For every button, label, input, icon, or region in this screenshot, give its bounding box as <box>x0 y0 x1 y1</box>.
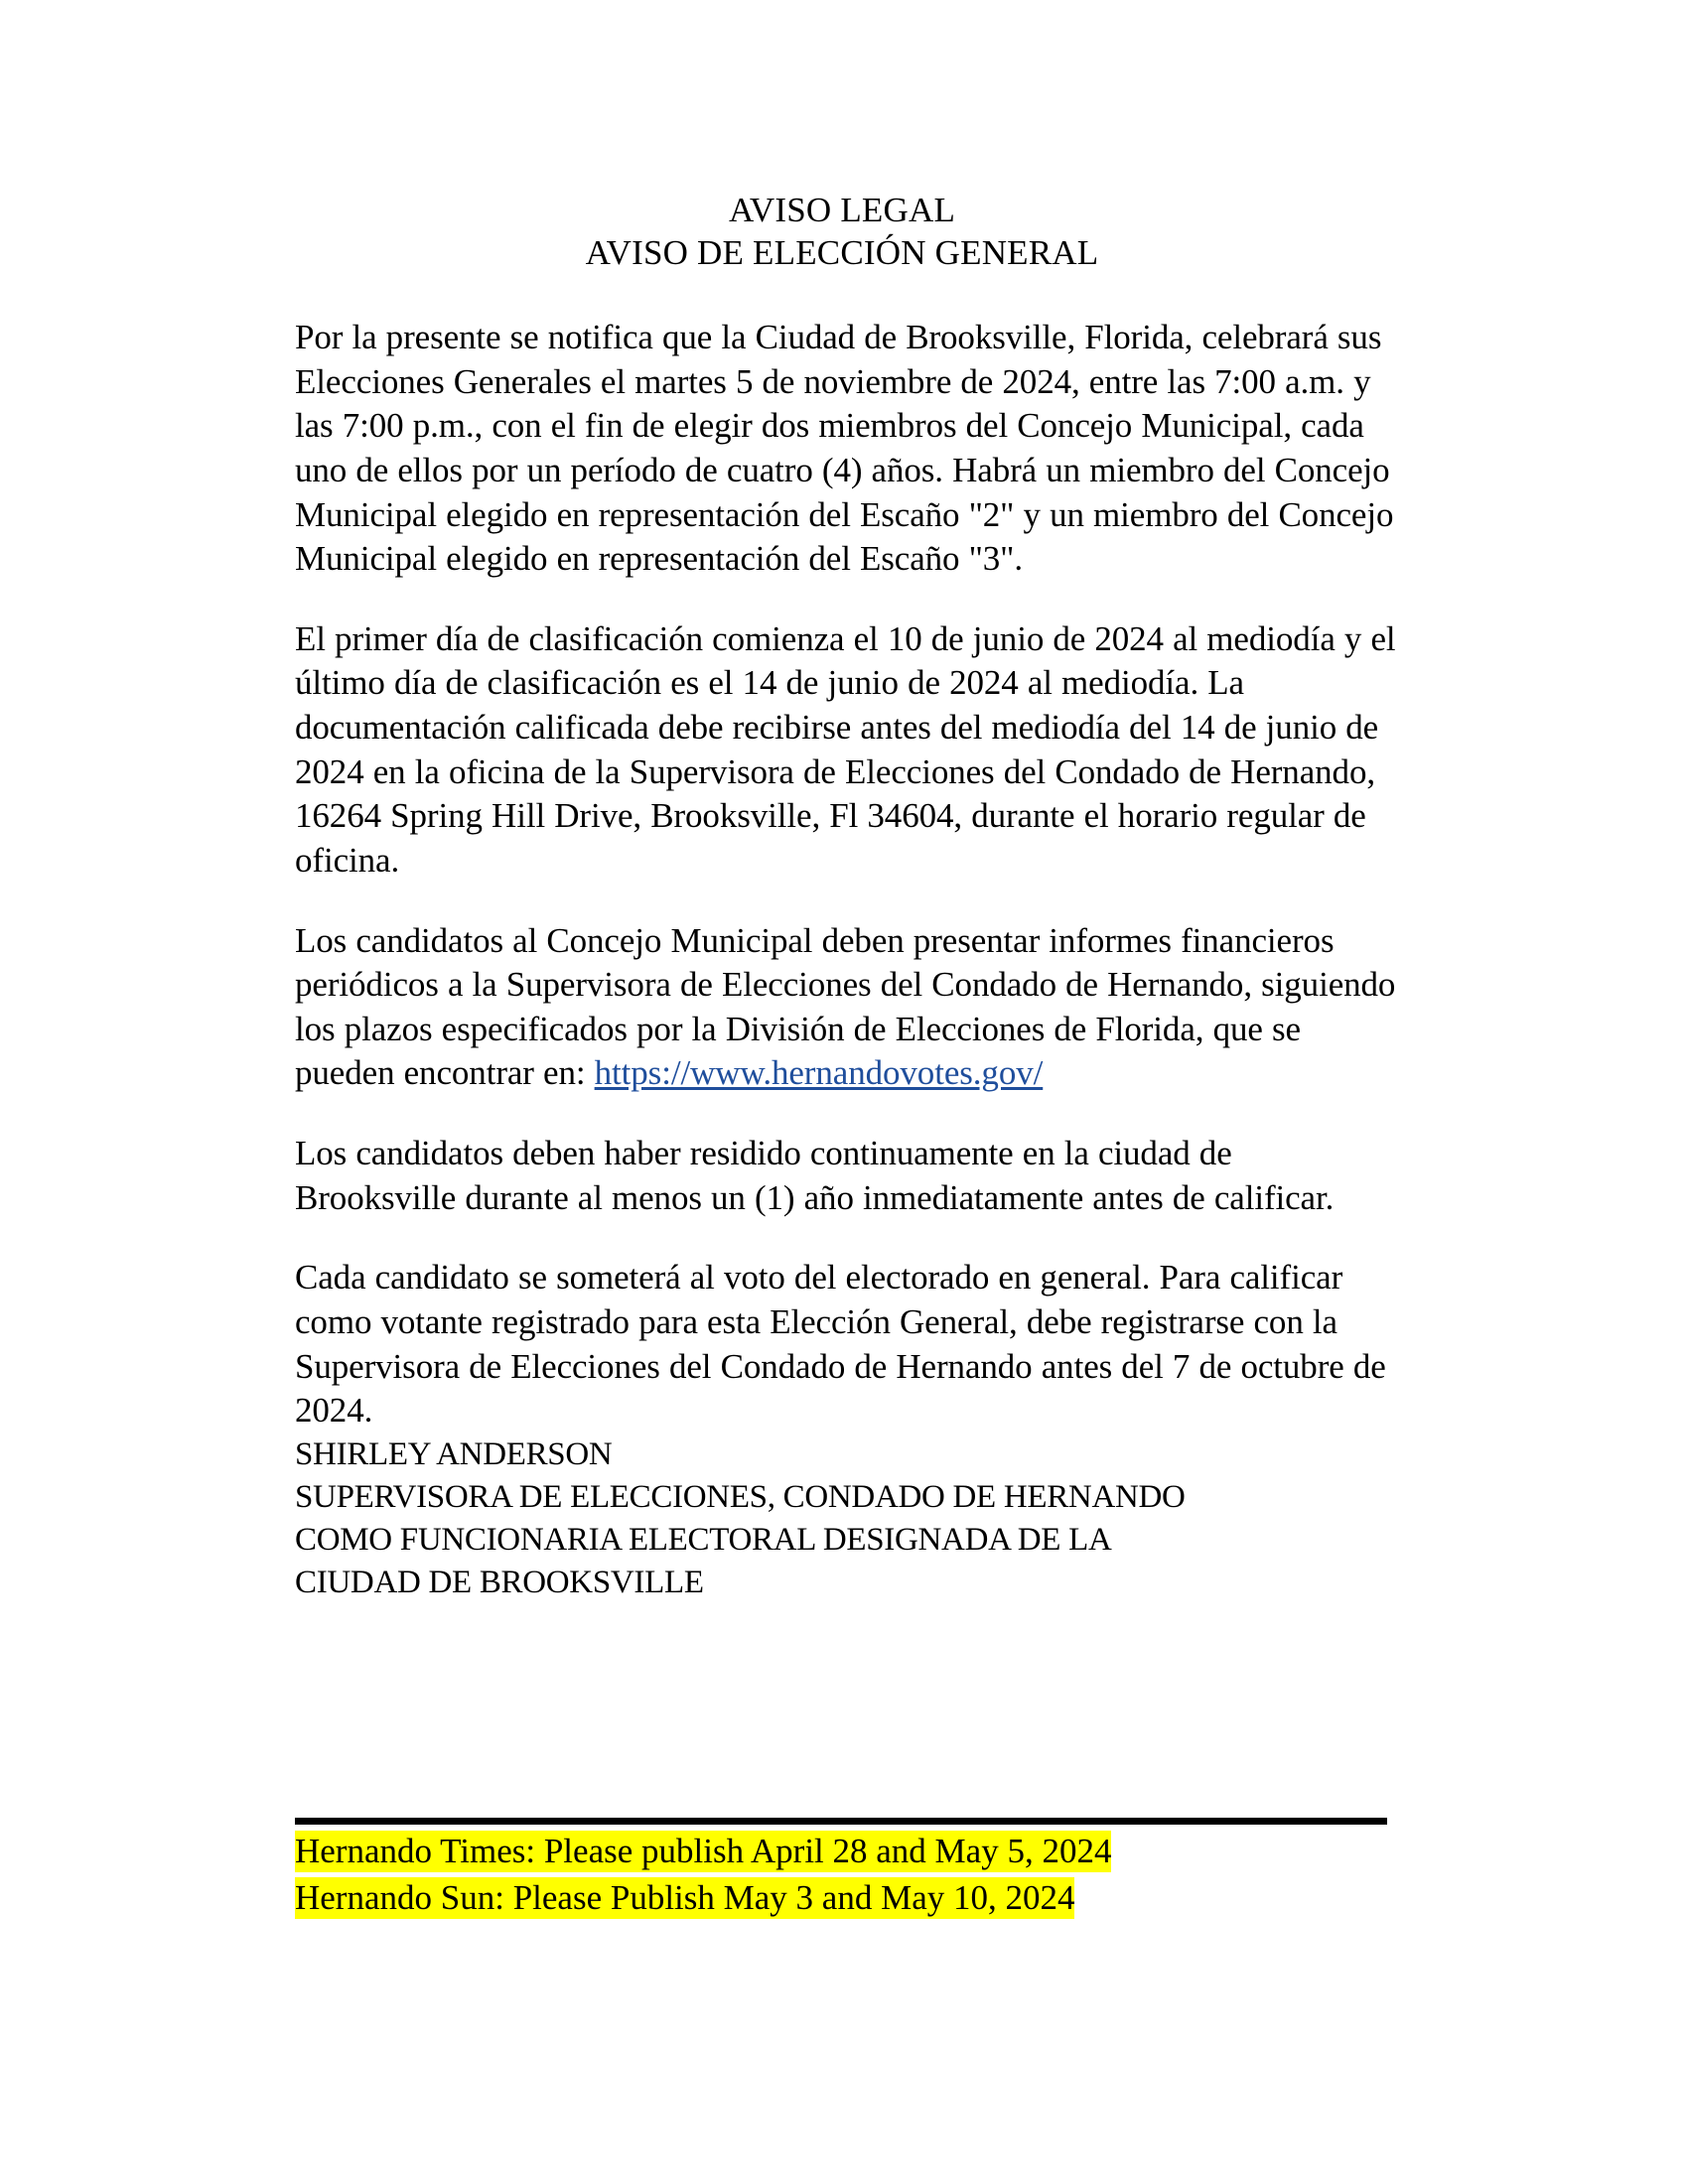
title-line-general-election-notice: AVISO DE ELECCIÓN GENERAL <box>585 233 1099 273</box>
document-body <box>295 189 1397 1603</box>
financial-reports-text: Los candidatos al Concejo Municipal deben presentar informes financieros periódicos a la Supervisora de Elecciones del Condado de Hernando, siguiendo los plazos especificados por la División de Elecciones de Florida, que se pueden encontrar en: <box>295 920 1396 1093</box>
highlight-hernando-times: Hernando Times: Please publish April 28 and May 5, 2024 <box>295 1832 1112 1870</box>
publication-instructions <box>295 1829 1486 1921</box>
signature-block <box>295 1433 1397 1604</box>
paragraph-voter-registration: Cada candidato se someterá al voto del electorado en general. Para calificar como votante registrado para esta Elección General, debe registrarse con la Supervisora de Elecciones del Condado de Hernando antes del 7 de octubre de 2024. <box>295 1258 1386 1431</box>
paragraph-qualifying-period: El primer día de clasificación comienza el 10 de junio de 2024 al mediodía y el último día de clasificación es el 14 de junio de 2024 al mediodía. La documentación calificada debe recibirse antes del mediodía del 14 de junio de 2024 en la oficina de la Supervisora de Elecciones del Condado de Hernando, 16264 Spring Hill Drive, Brooksville, Fl 34604, durante el horario regular de oficina. <box>295 618 1396 880</box>
title-line-legal-notice: AVISO LEGAL <box>728 191 956 229</box>
signature-title-city: CIUDAD DE BROOKSVILLE <box>295 1564 704 1600</box>
paragraph-financial-reports <box>295 919 1397 1097</box>
hernando-votes-link[interactable]: https://www.hernandovotes.gov/ <box>594 1053 1044 1093</box>
paragraph-election-announcement: Por la presente se notifica que la Ciudad de Brooksville, Florida, celebrará sus Elecciones Generales el martes 5 de noviembre de 2024, entre las 7:00 a.m. y las 7:00 p.m., con el fin de elegir dos miembros del Concejo Municipal, cada uno de ellos por un período de cuatro (4) años. Habrá un miembro del Concejo Municipal elegido en representación del Escaño "2" y un miembro del Concejo Municipal elegido en representación del Escaño "3". <box>295 318 1394 579</box>
horizontal-divider <box>295 1818 1387 1825</box>
signature-title-designated-officer: COMO FUNCIONARIA ELECTORAL DESIGNADA DE LA <box>295 1521 1112 1558</box>
publication-line-hernando-times <box>295 1829 1486 1875</box>
signature-title-supervisor: SUPERVISORA DE ELECCIONES, CONDADO DE HERNANDO <box>295 1478 1186 1515</box>
highlight-hernando-sun: Hernando Sun: Please Publish May 3 and May 10, 2024 <box>295 1877 1075 1917</box>
paragraph-residency-requirement: Los candidatos deben haber residido continuamente en la ciudad de Brooksville durante al menos un (1) año inmediatamente antes de calificar. <box>295 1134 1335 1217</box>
document-title <box>291 189 1393 274</box>
publication-line-hernando-sun <box>295 1875 1486 1922</box>
signature-name: SHIRLEY ANDERSON <box>295 1435 613 1472</box>
